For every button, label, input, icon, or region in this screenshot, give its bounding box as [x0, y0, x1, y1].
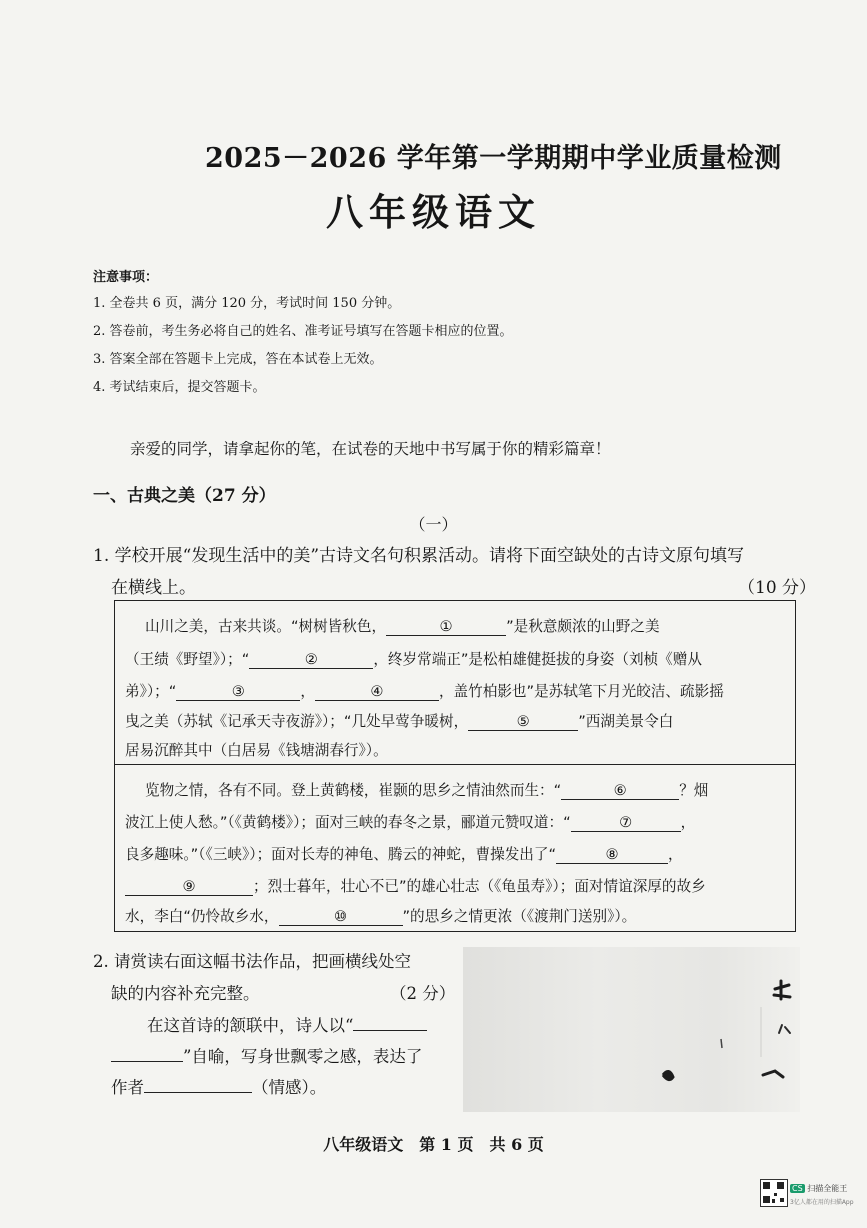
blank-10[interactable]: ⑩ [279, 908, 403, 926]
passage-line: 曳之美（苏轼《记承天寺夜游》）；“几处早莺争暖树， ⑤ ”西湖美景令白 [125, 713, 674, 730]
blank-7[interactable]: ⑦ [571, 814, 681, 832]
passage-line: ⑨ ；烈士暮年，壮心不已”的雄心壮志（《龟虽寿》）；面对情谊深厚的故乡 [125, 875, 706, 896]
scanner-badge: CS 扫描全能王 [792, 1184, 848, 1193]
scanner-logo-icon: CS [792, 1184, 803, 1193]
notice-item: 2. 答卷前，考生务必将自己的姓名、准考证号填写在答题卡相应的位置。 [93, 324, 513, 339]
blank-3[interactable]: ③ [176, 683, 300, 701]
blank-2[interactable]: ② [249, 651, 373, 669]
question-1-score: （10 分） [738, 578, 817, 598]
passage-line: 水，李白“仍怜故乡水， ⑩ ”的思乡之情更浓（《渡荆门送别》）。 [125, 908, 637, 925]
question-2-text: 2. 请赏读右面这幅书法作品，把画横线处空 [93, 952, 411, 971]
blank-9[interactable]: ⑨ [125, 878, 253, 896]
answer-blank-1-cont[interactable] [111, 1045, 183, 1062]
qr-code-icon [760, 1179, 788, 1207]
question-2-prompt: 在这首诗的颔联中，诗人以“ [147, 1012, 427, 1036]
exam-title: 2025－2026 学年第一学期期中学业质量检测 [205, 143, 782, 174]
passage-line: 波江上使人愁。”（《黄鹤楼》）；面对三峡的春冬之景，郦道元赞叹道：“ ⑦ ， [125, 814, 696, 831]
question-1-text: 1. 学校开展“发现生活中的美”古诗文名句积累活动。请将下面空缺处的古诗文原句填写 [93, 546, 745, 566]
notice-heading: 注意事项： [93, 270, 159, 285]
question-1-text-cont: 在横线上。 [111, 578, 196, 598]
question-2-prompt-cont: ”自喻，写身世飘零之感，表达了 [111, 1043, 422, 1067]
passage-line: 弟》）；“ ③ ， ④ ，盖竹柏影也”是苏轼笔下月光皎洁、疏影摇 [125, 683, 724, 700]
blank-5[interactable]: ⑤ [468, 713, 578, 731]
calligraphy-image [463, 947, 800, 1112]
passage-line: 良多趣味。”（《三峡》）；面对长寿的神龟、腾云的神蛇，曹操发出了“ ⑧ ， [125, 846, 683, 863]
exam-subject: 八年级语文 [326, 190, 541, 234]
scanner-subtitle: 3亿人都在用的扫描App [790, 1199, 854, 1206]
passage-divider [114, 764, 796, 765]
question-2-prompt-end: 作者 （情感）。 [111, 1078, 327, 1097]
passage-line: 览物之情，各有不同。登上黄鹤楼，崔颢的思乡之情油然而生：“ ⑥ ？烟 [145, 782, 709, 799]
notice-item: 1. 全卷共 6 页，满分 120 分，考试时间 150 分钟。 [93, 296, 401, 311]
part-heading: （一） [409, 515, 458, 534]
passage-line: 山川之美，古来共谈。“树树皆秋色， ① ”是秋意颇浓的山野之美 [145, 618, 660, 635]
notice-item: 3. 答案全部在答题卡上完成，答在本试卷上无效。 [93, 352, 383, 367]
calligraphy-strokes-icon [463, 947, 800, 1112]
question-2-score: （2 分） [390, 984, 456, 1003]
page-footer: 八年级语文 第 1 页 共 6 页 [323, 1135, 544, 1154]
answer-blank-1[interactable] [353, 1014, 427, 1031]
passage-line: （王绩《野望》）；“ ② ，终岁常端正”是松柏雄健挺拔的身姿（刘桢《赠从 [125, 651, 702, 668]
blank-1[interactable]: ① [386, 618, 506, 636]
question-2-text-cont: 缺的内容补充完整。 [111, 984, 260, 1003]
section-heading: 一、古典之美（27 分） [93, 486, 276, 506]
blank-6[interactable]: ⑥ [561, 782, 679, 800]
notice-item: 4. 考试结束后，提交答题卡。 [93, 380, 266, 395]
blank-4[interactable]: ④ [315, 683, 439, 701]
passage-line: 居易沉醉其中（白居易《钱塘湖春行》）。 [125, 742, 388, 759]
greeting-text: 亲爱的同学，请拿起你的笔，在试卷的天地中书写属于你的精彩篇章！ [130, 440, 611, 458]
blank-8[interactable]: ⑧ [556, 846, 668, 864]
answer-blank-2[interactable] [144, 1076, 252, 1093]
